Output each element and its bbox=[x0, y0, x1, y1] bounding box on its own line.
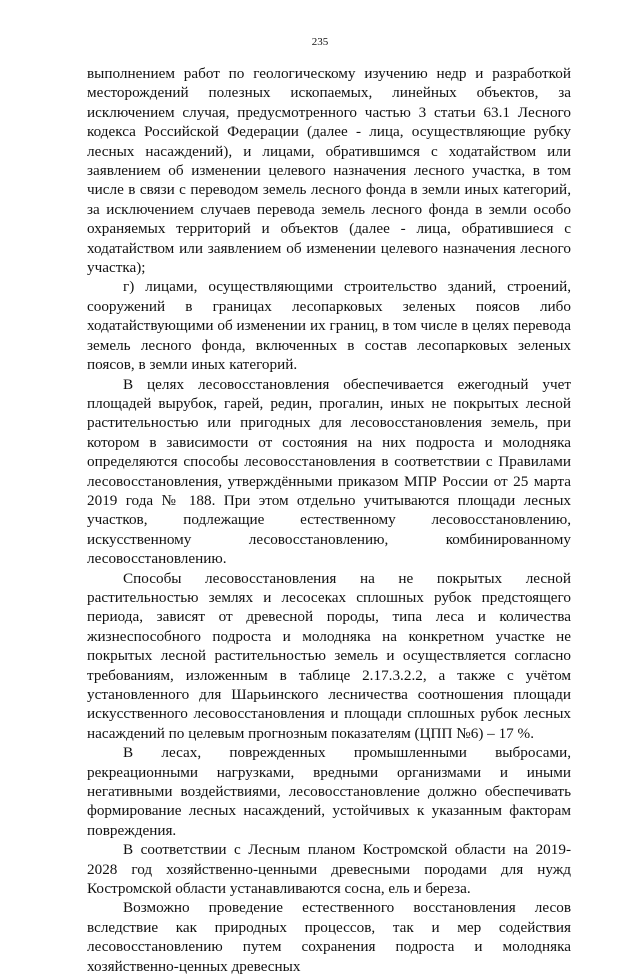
paragraph-valuable-species: В соответствии с Лесным планом Костромской области на 2019-2028 год хозяйственно-ценными древесными породами для нужд Костромской области устанавливаются сосна, ель и береза. bbox=[87, 841, 571, 898]
document-body bbox=[87, 64, 571, 976]
paragraph-reforestation-accounting: В целях лесовосстановления обеспечивается ежегодный учет площадей вырубок, гарей, редин, прогалин, иных не покрытых лесной растительностью или пригодных для лесовосстановления земель, при котором в зависимости от состояния на них подроста и молодняка определяются способы лесовосстановления в соответствии с Правилами лесовосстановления, утверждёнными приказом МПР России от 25 марта 2019 года № 188. При этом отдельно учитываются площади лесных участков, подлежащие естественному лесовосстановлению, искусственному лесовосстановлению, комбинированному лесовосстановлению. bbox=[87, 375, 571, 568]
paragraph-natural-restoration: Возможно проведение естественного восстановления лесов вследствие как природных процессов, так и мер содействия лесовосстановлению путем сохранения подроста и молодняка хозяйственно-ценных древесных bbox=[87, 899, 571, 975]
paragraph-continuation: выполнением работ по геологическому изучению недр и разработкой месторождений полезных ископаемых, линейных объектов, за исключением случая, предусмотренного частью 3 статьи 63.1 Лесного кодекса Российской Федерации (далее - лица, осуществляющие рубку лесных насаждений), и лицами, обратившимся с ходатайством или заявлением об изменении целевого назначения лесного участка, в том числе в связи с переводом земель лесного фонда в земли иных категорий, за исключением случаев перевода земель лесного фонда в земли особо охраняемых территорий и объектов (далее - лица, обратившиеся с ходатайством или заявлением об изменении целевого назначения лесного участка); bbox=[87, 65, 571, 277]
paragraph-damaged-forests: В лесах, поврежденных промышленными выбросами, рекреационными нагрузками, вредными организмами и иными негативными воздействиями, лесовосстановление должно обеспечивать формирование лесных насаждений, устойчивых к указанным факторам повреждения. bbox=[87, 744, 571, 839]
paragraph-item-g: г) лицами, осуществляющими строительство зданий, строений, сооружений в границах лесопарковых зеленых поясов либо ходатайствующими об изменении их границ, в том числе в целях перевода земель лесного фонда, включенных в состав лесопарковых зеленых поясов, в земли иных категорий. bbox=[87, 278, 571, 374]
paragraph-reforestation-methods: Способы лесовосстановления на не покрытых лесной растительностью землях и лесосеках сплошных рубок предстоящего периода, зависят от древесной породы, типа леса и количества жизнеспособного подроста и молодняка на конкретном участке не покрытых лесной растительностью земель и осуществляется согласно требованиям, изложенным в таблице 2.17.3.2.2, а также с учётом установленного для Шарьинского лесничества соотношения площади искусственного лесовосстановления и площади сплошных рубок лесных насаждений по целевым прогнозным показателям (ЦПП №6) – 17 %. bbox=[87, 569, 571, 742]
page-number: 235 bbox=[311, 36, 329, 48]
